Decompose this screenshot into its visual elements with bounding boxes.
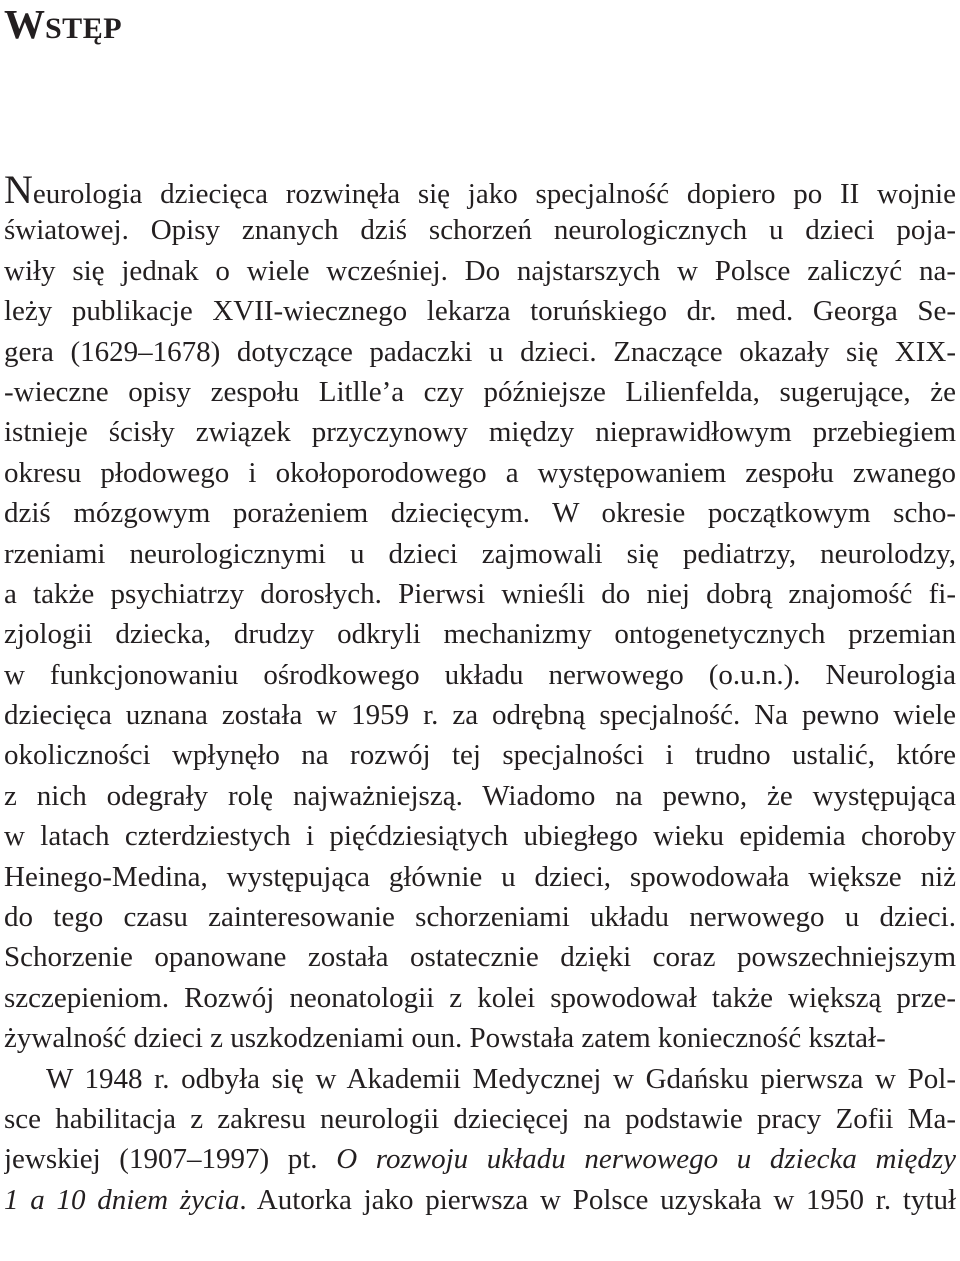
text-line: a także psychiatrzy dorosłych. Pierwsi wnieśli do niej dobrą znajomość fi- [4, 577, 956, 610]
text-line: żywalność dzieci z uszkodzeniami oun. Powstała zatem konieczność kształ- [4, 1022, 886, 1055]
text-line: w latach czterdziestych i pięćdziesiątych ubiegłego wieku epidemia choroby [4, 820, 956, 853]
text-line: -wieczne opisy zespołu Litlle’a czy późniejsze Lilienfelda, sugerujące, że [4, 375, 956, 408]
text-line: leży publikacje XVII-wiecznego lekarza toruńskiego dr. med. Georga Se- [4, 295, 956, 328]
text-line: sce habilitacja z zakresu neurologii dziecięcej na podstawie pracy Zofii Ma- [4, 1102, 956, 1135]
chapter-heading [4, 2, 122, 51]
text-line [4, 170, 956, 210]
text-line: wiły się jednak o wiele wcześniej. Do najstarszych w Polsce zaliczyć na- [4, 254, 956, 287]
text-line: światowej. Opisy znanych dziś schorzeń neurologicznych u dzieci poja- [4, 214, 956, 247]
heading-initial: W [4, 1, 45, 47]
text-line: dziś mózgowym porażeniem dziecięcym. W okresie początkowym scho- [4, 497, 956, 530]
text-line: rzeniami neurologicznymi u dzieci zajmowali się pediatrzy, neurolodzy, [4, 537, 956, 570]
text-line: Schorzenie opanowane została ostatecznie dzięki coraz powszechniejszym [4, 941, 956, 974]
text-line: Heinego-Medina, występująca głównie u dzieci, spowodowała większe niż [4, 860, 956, 893]
drop-cap-initial: N [4, 170, 33, 211]
text-run: jewskiej (1907–1997) pt. [4, 1143, 337, 1176]
text-line: gera (1629–1678) dotyczące padaczki u dzieci. Znaczące okazały się XIX- [4, 335, 956, 368]
text-line: do tego czasu zainteresowanie schorzeniami układu nerwowego u dzieci. [4, 901, 956, 934]
book-title-italic: 1 a 10 dniem życia [4, 1183, 240, 1216]
text-line [4, 1180, 956, 1220]
text-line [4, 1139, 956, 1179]
body-text [4, 170, 956, 1220]
text-line: okresu płodowego i okołoporodowego a występowaniem zespołu zwanego [4, 456, 956, 489]
text-line: z nich odegrały rolę najważniejszą. Wiadomo na pewno, że występująca [4, 779, 956, 812]
text-line: szczepieniom. Rozwój neonatologii z kolei spowodował także większą prze- [4, 981, 956, 1014]
text-run: . Autorka jako pierwsza w Polsce uzyskała w 1950 r. tytuł [239, 1183, 956, 1216]
text-line: W 1948 r. odbyła się w Akademii Medycznej w Gdańsku pierwsza w Pol- [46, 1062, 956, 1095]
text-line: dziecięca uznana została w 1959 r. za odrębną specjalność. Na pewno wiele [4, 699, 956, 732]
heading-rest: STĘP [45, 12, 123, 45]
text-line: istnieje ścisły związek przyczynowy między nieprawidłowym przebiegiem [4, 416, 956, 449]
text-line: okoliczności wpłynęło na rozwój tej specjalności i trudno ustalić, które [4, 739, 956, 772]
first-line-text: eurologia dziecięca rozwinęła się jako specjalność dopiero po II wojnie [32, 178, 956, 210]
text-line: w funkcjonowaniu ośrodkowego układu nerwowego (o.u.n.). Neurologia [4, 658, 956, 691]
text-line: zjologii dziecka, drudzy odkryli mechanizmy ontogenetycznych przemian [4, 618, 956, 651]
book-title-italic: O rozwoju układu nerwowego u dziecka między [336, 1143, 956, 1176]
